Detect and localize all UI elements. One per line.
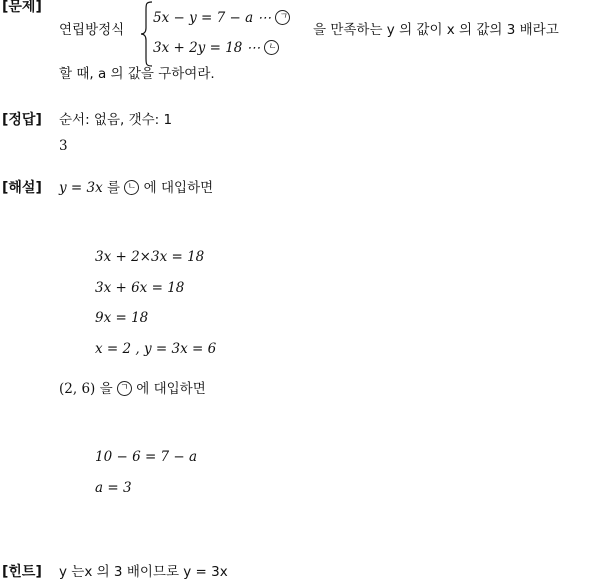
step-4: x = 2 , y = 3x = 6 bbox=[95, 341, 217, 357]
circled-mark-2: ㄴ bbox=[264, 40, 279, 55]
answer-value: 3 bbox=[59, 138, 68, 154]
problem-condition: 을 만족하는 y 의 값이 x 의 값의 3 배라고 bbox=[313, 22, 559, 38]
step-1: 3x + 2×3x = 18 bbox=[95, 249, 205, 265]
intro-expression: y = 3x bbox=[59, 180, 103, 196]
problem-line-2: 할 때, a 의 값을 구하여라. bbox=[59, 66, 215, 82]
answer-meta: 순서: 없음, 갯수: 1 bbox=[59, 112, 173, 128]
intro2-text-2: 에 대입하면 bbox=[136, 381, 206, 397]
explanation-intro bbox=[59, 180, 213, 196]
intro2-text-1: 을 bbox=[99, 381, 113, 397]
step-5: 10 − 6 = 7 − a bbox=[95, 449, 198, 465]
step-6: a = 3 bbox=[95, 480, 132, 496]
intro2-circled-mark: ㄱ bbox=[117, 381, 132, 396]
system-label: 연립방정식 bbox=[59, 22, 125, 38]
intro-circled-mark: ㄴ bbox=[124, 180, 139, 195]
explanation-intro-2 bbox=[59, 381, 206, 397]
intro-text-2: 에 대입하면 bbox=[143, 180, 214, 196]
answer-tag: [정답] bbox=[2, 112, 42, 128]
step-2: 3x + 6x = 18 bbox=[95, 280, 185, 296]
hint-tag: [힌트] bbox=[2, 564, 42, 580]
equation-2: 3x + 2y = 18 ⋯ ㄴ bbox=[153, 40, 279, 56]
equation-1: 5x − y = 7 − a ⋯ ㄱ bbox=[153, 10, 290, 26]
hint-text: y 는x 의 3 배이므로 y = 3x bbox=[59, 564, 228, 580]
step-3: 9x = 18 bbox=[95, 310, 149, 326]
explanation-tag: [해설] bbox=[2, 180, 42, 196]
intro-text-1: 를 bbox=[107, 180, 121, 196]
intro2-expression: (2, 6) bbox=[59, 381, 96, 397]
problem-tag: [문제] bbox=[2, 0, 42, 15]
circled-mark-1: ㄱ bbox=[275, 10, 290, 25]
left-brace bbox=[140, 0, 154, 68]
